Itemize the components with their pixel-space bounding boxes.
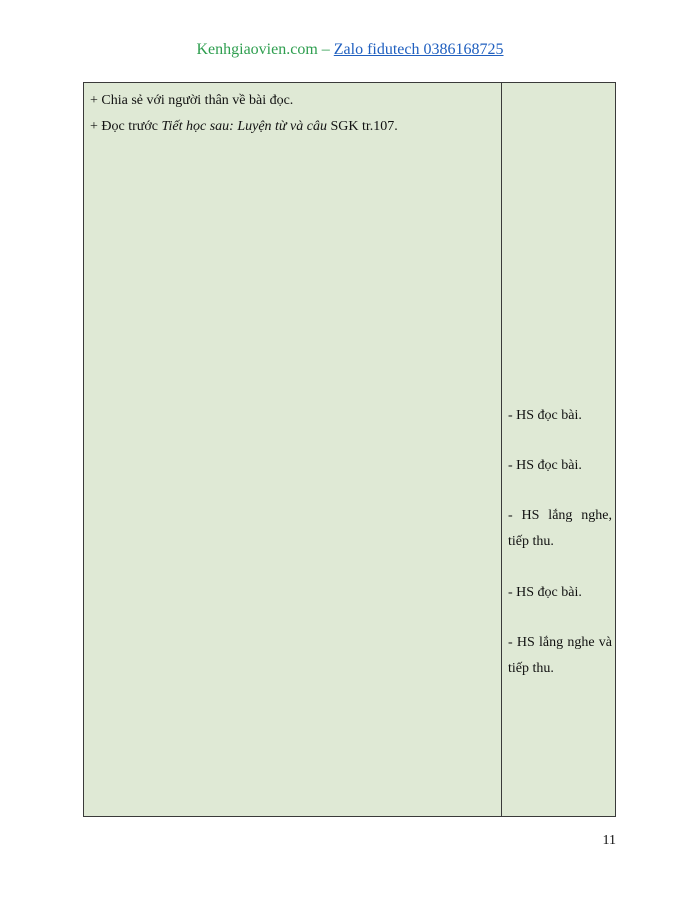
- page-number: 11: [602, 833, 616, 848]
- page-header: [0, 40, 700, 60]
- header-site: Kenhgiaovien.com: [196, 41, 318, 58]
- preread-lesson-title: Tiết học sau: Luyện từ và câu: [161, 119, 327, 134]
- preread-suffix: SGK tr.107.: [326, 119, 398, 134]
- student-response: - HS đọc bài.: [508, 585, 582, 600]
- lesson-table: [83, 82, 616, 817]
- student-response: - HS lắng nghe, tiếp thu.: [508, 508, 612, 549]
- preread-prefix: + Đọc trước: [90, 119, 162, 134]
- teacher-activity-cell: [84, 83, 502, 816]
- student-response: - HS lắng nghe và tiếp thu.: [508, 635, 612, 676]
- header-separator: –: [317, 41, 334, 58]
- activity-line-share: + Chia sẻ với người thân về bài đọc.: [90, 93, 294, 108]
- student-response: - HS đọc bài.: [508, 408, 582, 423]
- student-response: - HS đọc bài.: [508, 458, 582, 473]
- header-zalo-link[interactable]: Zalo fidutech 0386168725: [333, 41, 504, 58]
- activity-line-preread: [90, 114, 495, 140]
- student-activity-cell: [502, 83, 615, 816]
